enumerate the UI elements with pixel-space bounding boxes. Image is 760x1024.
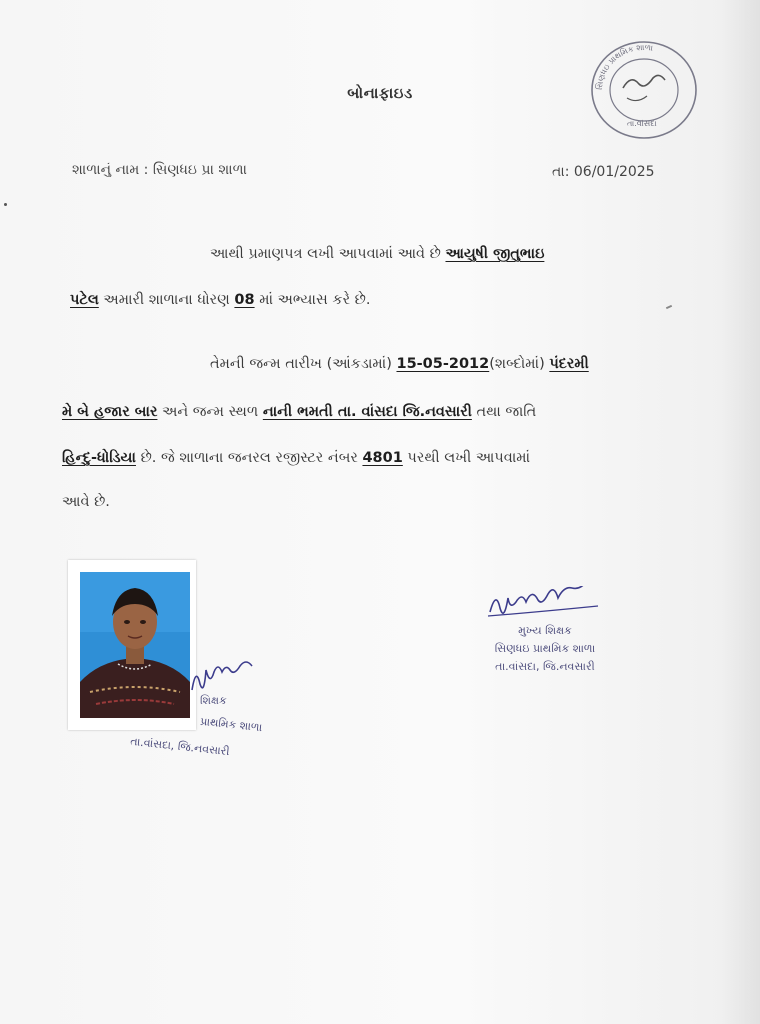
birth-date: 15-05-2012 xyxy=(396,356,490,372)
school-name-line: શાળાનું નામ : સિણધઇ પ્રા શાળા xyxy=(72,162,247,178)
teacher-place: તા.વાંસદા, જિ.નવસારી xyxy=(129,734,231,759)
principal-signature xyxy=(484,586,604,620)
standard-value: 08 xyxy=(234,292,255,308)
para1-closing: માં અભ્યાસ કરે છે. xyxy=(259,292,371,308)
student-first-name: આયુષી જીતુભાઇ xyxy=(445,246,545,262)
principal-school: સિણધઇ પ્રાથમિક શાળા xyxy=(494,642,596,655)
register-number: 4801 xyxy=(362,450,403,466)
words-label: (શબ્દોમાં) xyxy=(489,356,545,372)
birth-words-2: મે બે હજાર બાર xyxy=(62,404,158,420)
page-edge-shadow xyxy=(720,0,760,1024)
birth-place: નાની ભમતી તા. વાંસદા જિ.નવસારી xyxy=(262,404,472,420)
place-label: અને જન્મ સ્થળ xyxy=(162,404,259,420)
student-last-name: પટેલ xyxy=(70,292,99,308)
para2-line2 xyxy=(62,404,536,420)
caste-value: હિન્દુ-ધોડિયા xyxy=(62,450,136,466)
teacher-role: શિક્ષક xyxy=(200,694,227,707)
caste-label: તથા જાતિ xyxy=(476,404,537,420)
principal-place: તા.વાંસદા, જિ.નવસારી xyxy=(495,660,595,673)
para1-intro: આથી પ્રમાણપત્ર લખી આપવામાં આવે છે xyxy=(210,246,441,262)
register-text-b: પરથી લખી આપવામાં xyxy=(407,450,531,466)
principal-signature-block xyxy=(460,586,630,686)
para1-school-text: અમારી શાળાના ધોરણ xyxy=(103,292,230,308)
teacher-signature-block xyxy=(130,660,290,770)
para1-line2 xyxy=(70,292,371,308)
birth-label: તેમની જન્મ તારીખ (આંકડામાં) xyxy=(210,356,392,372)
principal-role: મુખ્ય શિક્ષક xyxy=(518,624,572,637)
date-line: તા: 06/01/2025 xyxy=(552,164,655,180)
para1-line1 xyxy=(210,246,544,262)
speck xyxy=(4,203,7,206)
stamp-bottom-text: તા.વાંસદા xyxy=(627,119,657,128)
para2-closing: આવે છે. xyxy=(62,494,110,510)
teacher-school: પ્રાથમિક શાળા xyxy=(199,714,263,735)
teacher-signature xyxy=(188,660,258,694)
stamp-ring-text: સિણધઇ પ્રાથમિક શાળા xyxy=(594,42,654,91)
para2-line3 xyxy=(62,450,530,466)
para2-line1 xyxy=(210,356,589,372)
certificate-title: બોનાફાઇડ xyxy=(347,84,413,102)
register-text: છે. જે શાળાના જનરલ રજીસ્ટર નંબર xyxy=(140,450,358,466)
birth-words-1: પંદરમી xyxy=(549,356,589,372)
